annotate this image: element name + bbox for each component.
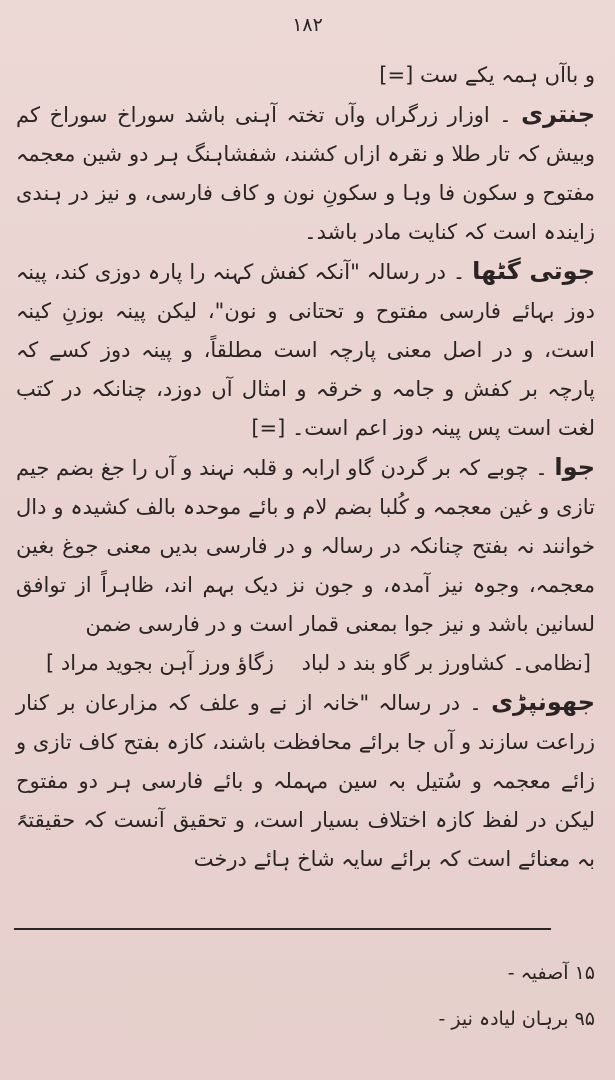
entry-text: چوبے کہ بر گردن گاو ارابہ و قلبہ نہند و آں را جغ بضم جیم تازی و غین معجمہ و کُلبا بضم لام و بائے موحدہ بالف کشیدہ و دال خوانند نہ بفتح چنانکہ در رسالہ و در فارسی بدیں معنی جوغ بغین معجمہ، وجوہ نیز آمدہ، و جون نز دیک بہم اند، ظاہراً از توافق لسانین باشد و نیز جوا بمعنی قمار است و در فارسی ضمن <box>16 456 595 636</box>
entry-gutha <box>16 252 595 448</box>
entry-text: و باآں ہمہ یکے ست [=] <box>379 63 595 87</box>
entry-dash: ۔ <box>460 691 482 715</box>
poem-attribution: نظامی <box>524 651 583 675</box>
poem-second-line: زگاؤ ورز آہن بجوید مراد ] <box>46 651 274 675</box>
poem-first-line: [نظامی۔ کشاورز بر گاو بند د لباد <box>301 651 591 675</box>
footnote: ۱۵ آصفیہ - <box>507 962 595 984</box>
entry-text: اوزار زرگراں وآں تختہ آہنی باشد سوراخ سوراخ کم وبیش کہ تار طلا و نقرہ ازاں کشند، شفشاہنگ ہر دو شین معجمہ مفتوح و سکون فا وہا و سکونِ نون و کاف فارسی، و نیز در ہندی زایندہ است کہ کنایت مادر باشد۔ <box>16 103 595 244</box>
footnote-divider <box>14 928 551 930</box>
poem-misra-2: زگاؤ ورز آہن بجوید مراد <box>60 651 274 675</box>
entry-term: جوتی گٹھا <box>472 257 595 285</box>
entry-intro <box>16 56 595 95</box>
entry-dash: ۔ <box>528 456 548 480</box>
entry-text: در رسالہ "خانہ از نے و علف کہ مزارعان بر کنار زراعت سازند و آں جا برائے محافظت باشند، کازہ بفتح کاف تازی و زائے معجمہ و سُتیل بہ سین مہملہ و بائے فارسی ہر دو مفتوح لیکن در لفظ کازہ اختلاف بسیار است، و تحقیق آنست کہ حقیقتہً بہ معنائے است کہ برائے سایہ شاخ ہائے درخت <box>16 691 595 871</box>
entry-term: جنتری <box>521 100 595 128</box>
entry-jhonpri <box>16 683 595 879</box>
poem-couplet <box>16 644 595 683</box>
footnote: ۹۵ برہان لیادہ نیز - <box>438 1008 595 1030</box>
entry-jantri <box>16 95 595 252</box>
entry-term: جوا <box>554 453 595 481</box>
entry-dash: ۔ <box>445 260 466 284</box>
entry-dash: ۔ <box>489 103 512 127</box>
page-number: ۱۸۲ <box>292 14 323 36</box>
entry-text: در رسالہ "آنکہ کفش کہنہ را پارہ دوزی کند، پینہ دوز بہائے فارسی مفتوح و تحتانی و نون"، لیکن پینہ بوزنِ کینہ است، و در اصل معنی پارچہ است مطلقاً، و پینہ دوز کسے کہ پارچہ بر کفش و جامہ و خرقہ و امثال آں دوزد، چنانکہ در کتب لغت است پس پینہ دوز اعم است۔ [=] <box>16 260 595 440</box>
poem-misra-1: کشاورز بر گاو بند د لباد <box>301 651 506 675</box>
entry-term: جھونپڑی <box>491 688 595 716</box>
main-text <box>16 56 595 879</box>
entry-jua <box>16 448 595 644</box>
footnotes <box>20 950 595 1042</box>
